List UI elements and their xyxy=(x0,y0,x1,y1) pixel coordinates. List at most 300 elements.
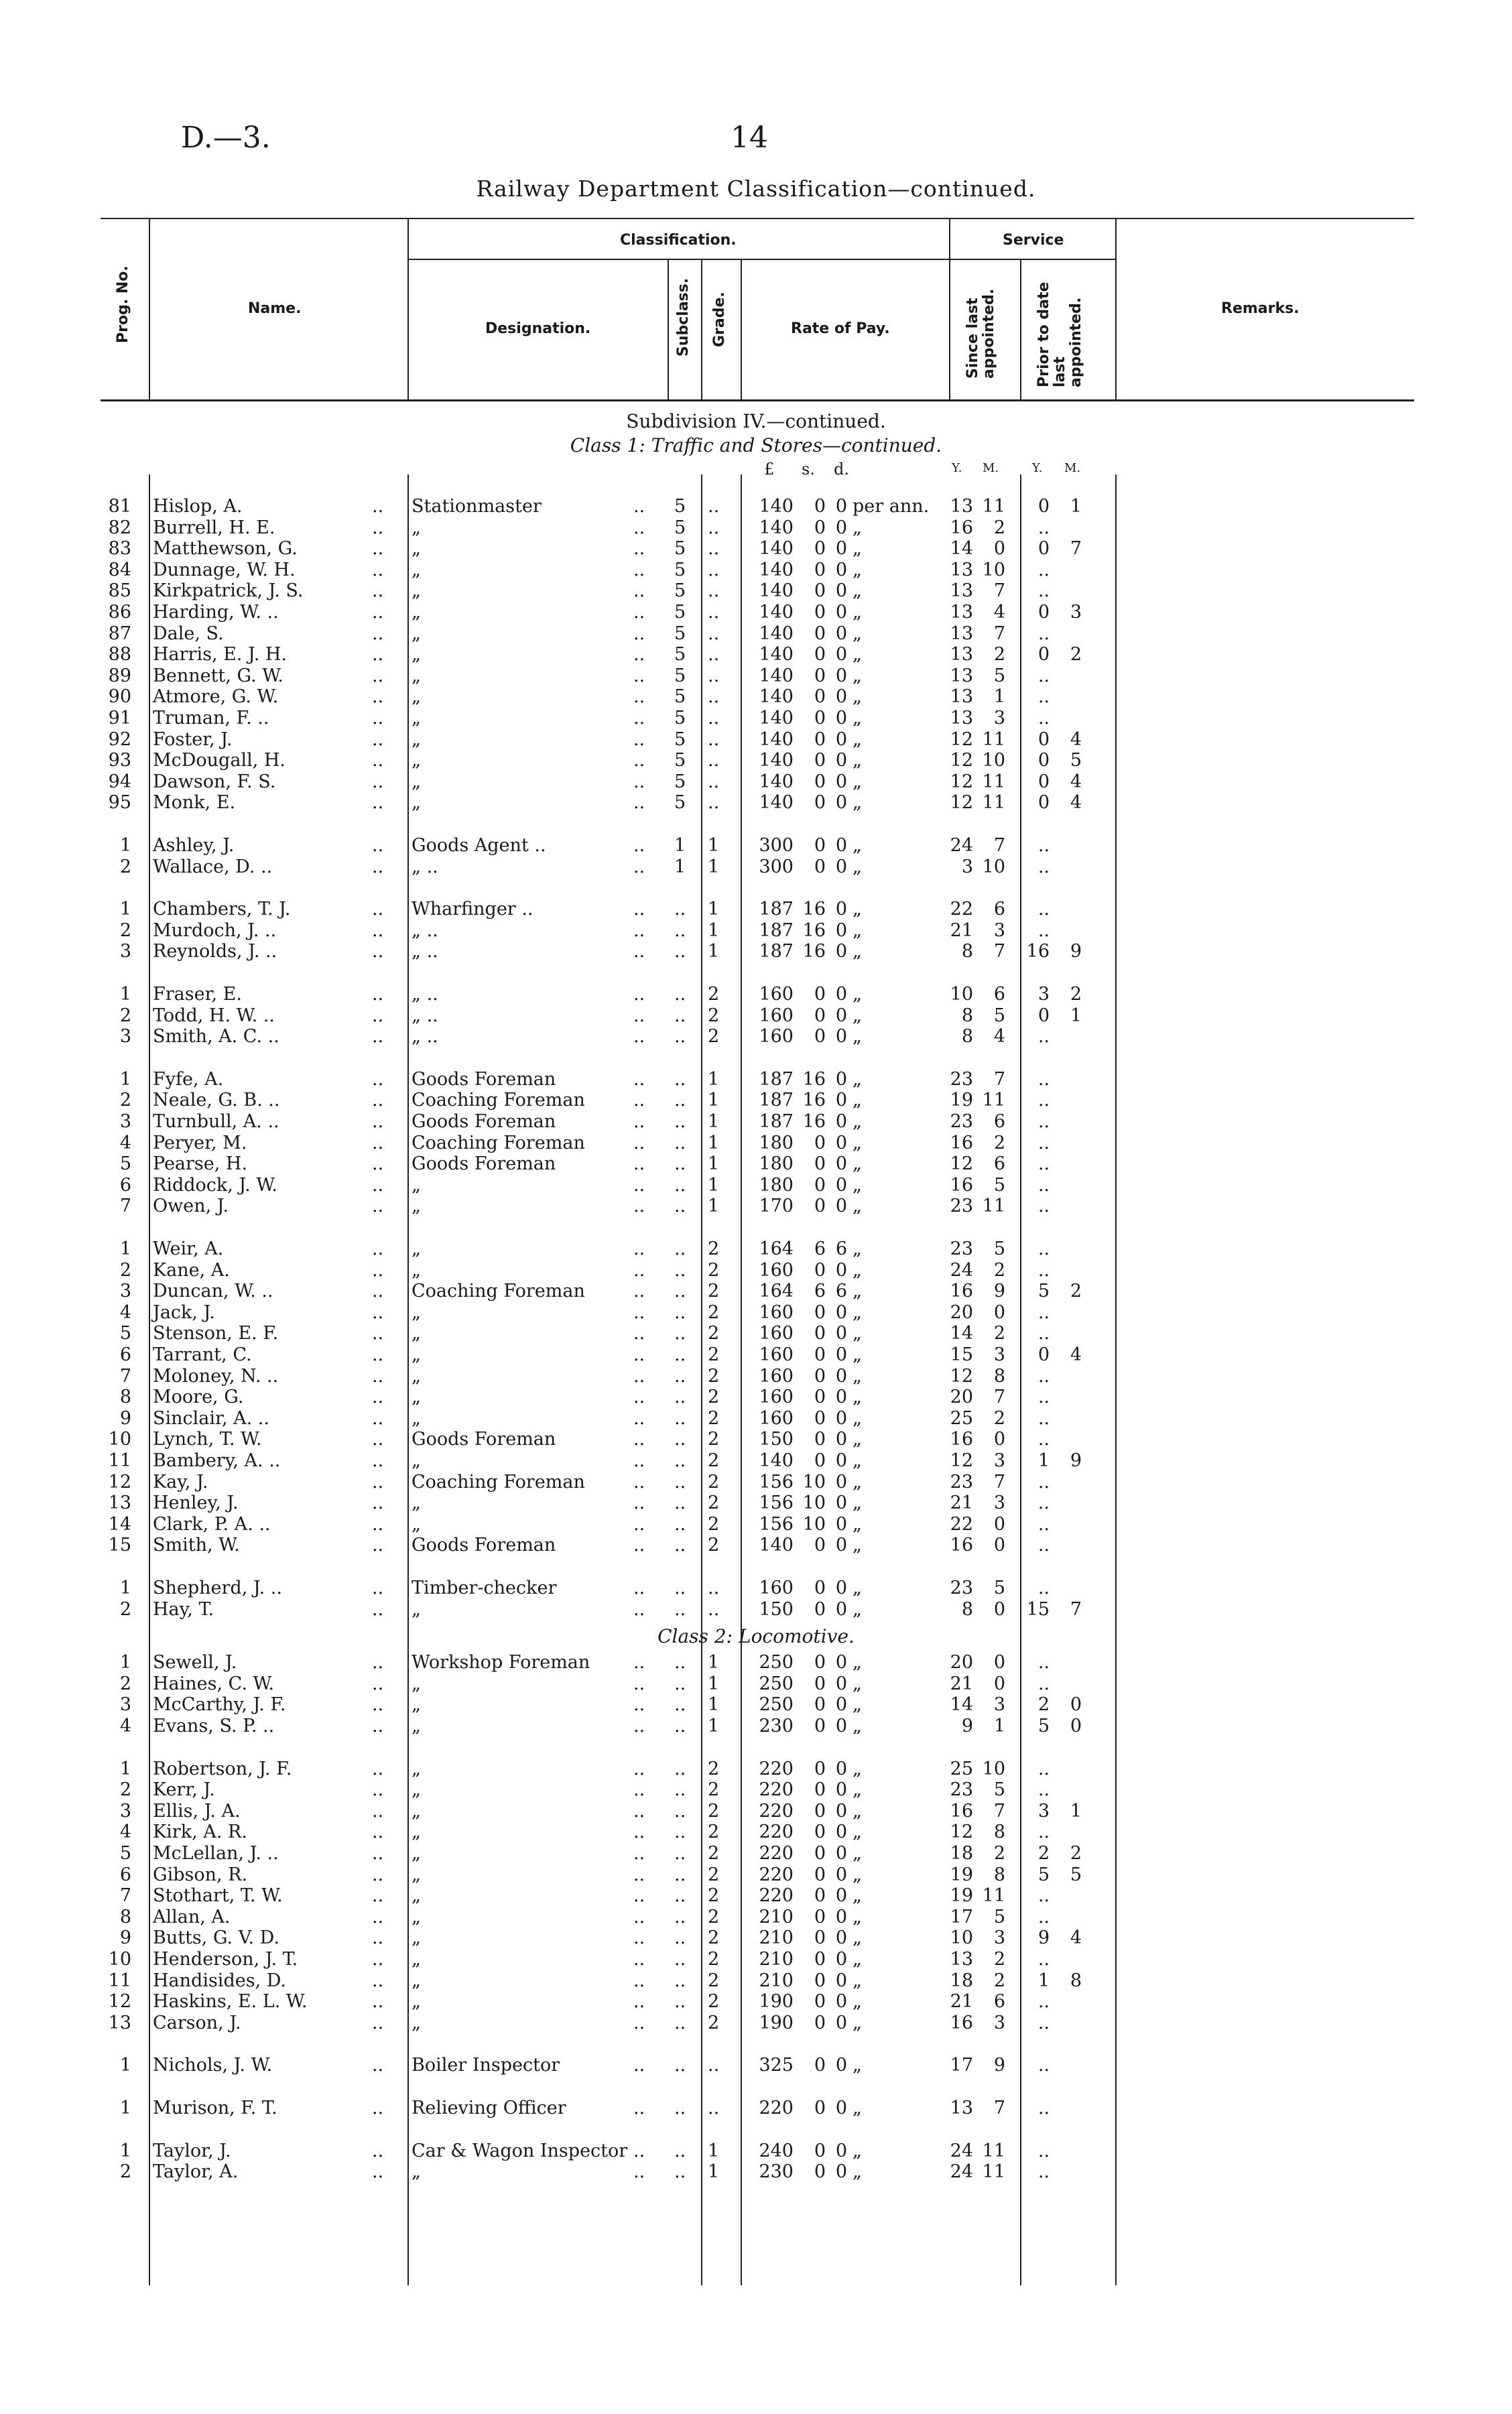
cell-sub: .. xyxy=(674,1927,686,1949)
cell-name: Foster, J. xyxy=(153,728,233,750)
cell-sub: 1 xyxy=(674,835,686,856)
cell-grd: .. xyxy=(708,644,720,665)
cell-d1: .. xyxy=(372,644,384,665)
cell-py: .. xyxy=(1037,517,1050,538)
cell-py: .. xyxy=(1037,1068,1050,1090)
cell-sm: 7 xyxy=(993,1471,1005,1492)
table-row xyxy=(0,1429,1512,1450)
cell-py: 2 xyxy=(1037,1843,1050,1864)
cell-sub: .. xyxy=(674,1259,686,1281)
table-row xyxy=(0,750,1512,771)
cell-sm: 8 xyxy=(993,1365,1005,1387)
cell-sm: 1 xyxy=(993,686,1005,708)
cell-d1: .. xyxy=(372,1407,384,1429)
cell-pe: 0 xyxy=(835,771,847,792)
cell-sm: 10 xyxy=(982,559,1005,580)
cell-sy: 3 xyxy=(961,856,973,877)
cell-sy: 13 xyxy=(950,559,973,580)
cell-pe: 0 xyxy=(835,580,847,602)
cell-name: Murison, F. T. xyxy=(153,2098,277,2118)
table-row xyxy=(0,1599,1512,1620)
cell-name: Wallace, D. .. xyxy=(153,856,273,877)
cell-per: „ xyxy=(853,750,862,771)
cell-sub: 5 xyxy=(674,686,686,708)
unit-pounds: £ xyxy=(764,460,775,479)
cell-sub: 5 xyxy=(674,559,686,580)
cell-py: 0 xyxy=(1037,728,1050,750)
cell-d1: .. xyxy=(372,623,384,644)
cell-d2: .. xyxy=(633,856,645,877)
cell-sub: .. xyxy=(674,1949,686,1970)
cell-sub: 5 xyxy=(674,728,686,750)
cell-pl: 190 xyxy=(759,1991,794,2013)
cell-name: Hislop, A. xyxy=(153,496,243,517)
cell-pe: 0 xyxy=(835,1323,847,1344)
table-row xyxy=(0,1970,1512,1991)
cell-no: 2 xyxy=(119,2161,131,2183)
cell-grd: 2 xyxy=(708,1513,720,1535)
cell-d2: .. xyxy=(633,750,645,771)
cell-sm: 11 xyxy=(982,2161,1005,2183)
cell-py: .. xyxy=(1037,1758,1050,1779)
table-row xyxy=(0,1535,1512,1555)
cell-sm: 3 xyxy=(993,1450,1005,1471)
cell-per: „ xyxy=(853,1885,862,1907)
cell-sy: 10 xyxy=(950,1927,973,1949)
cell-name: Fraser, E. xyxy=(153,984,242,1005)
cell-des: „ xyxy=(412,1843,421,1864)
cell-per: „ xyxy=(853,2055,862,2076)
cell-pl: 210 xyxy=(759,1970,794,1991)
cell-py: .. xyxy=(1037,623,1050,644)
cell-sm: 3 xyxy=(993,2012,1005,2033)
cell-d2: .. xyxy=(633,1365,645,1387)
cell-d2: .. xyxy=(633,517,645,538)
cell-sh: 0 xyxy=(814,1026,826,1047)
cell-per: „ xyxy=(853,984,862,1005)
cell-sm: 0 xyxy=(993,1535,1005,1556)
cell-pm: 4 xyxy=(1070,728,1082,750)
cell-sm: 7 xyxy=(993,1068,1005,1090)
cell-d1: .. xyxy=(372,538,384,560)
cell-des: „ xyxy=(412,644,421,665)
cell-per: „ xyxy=(853,2098,862,2118)
cell-pl: 180 xyxy=(759,1153,794,1175)
table-row xyxy=(0,686,1512,707)
cell-per: per ann. xyxy=(853,496,930,517)
header-designation: Designation. xyxy=(485,320,591,337)
cell-sh: 0 xyxy=(814,1344,826,1365)
cell-sub: .. xyxy=(674,1365,686,1387)
cell-no: 10 xyxy=(108,1949,131,1970)
cell-d1: .. xyxy=(372,2161,384,2183)
cell-no: 93 xyxy=(108,750,131,771)
cell-d2: .. xyxy=(633,2098,645,2118)
cell-sub: .. xyxy=(674,1535,686,1556)
cell-py: .. xyxy=(1037,1779,1050,1801)
cell-d2: .. xyxy=(633,1026,645,1047)
cell-d1: .. xyxy=(372,1800,384,1822)
cell-per: „ xyxy=(853,665,862,686)
cell-d1: .. xyxy=(372,1885,384,1907)
cell-pe: 0 xyxy=(835,1822,847,1843)
cell-des: Goods Foreman xyxy=(412,1535,556,1556)
cell-pe: 0 xyxy=(835,496,847,517)
cell-sub: 5 xyxy=(674,580,686,602)
cell-d2: .. xyxy=(633,771,645,792)
cell-name: Duncan, W. .. xyxy=(153,1281,273,1302)
cell-per: „ xyxy=(853,1991,862,2013)
cell-py: .. xyxy=(1037,1885,1050,1907)
cell-no: 1 xyxy=(119,1068,131,1090)
cell-py: .. xyxy=(1037,1906,1050,1927)
cell-name: Henderson, J. T. xyxy=(153,1949,298,1970)
cell-pm: 1 xyxy=(1070,1005,1082,1026)
cell-grd: .. xyxy=(708,602,720,623)
cell-grd: 2 xyxy=(708,1450,720,1471)
cell-py: .. xyxy=(1037,1323,1050,1344)
cell-name: Dunnage, W. H. xyxy=(153,559,296,580)
cell-pl: 250 xyxy=(759,1694,794,1716)
cell-grd: 1 xyxy=(708,1068,720,1090)
cell-pe: 6 xyxy=(835,1281,847,1302)
cell-sub: .. xyxy=(674,1991,686,2013)
table-row xyxy=(0,1991,1512,2012)
cell-per: „ xyxy=(853,1387,862,1408)
cell-sh: 0 xyxy=(814,1991,826,2013)
cell-d1: .. xyxy=(372,1387,384,1408)
cell-name: Pearse, H. xyxy=(153,1153,248,1175)
cell-des: „ xyxy=(412,1906,421,1927)
cell-grd: 2 xyxy=(708,1429,720,1450)
cell-sub: .. xyxy=(674,1301,686,1323)
cell-pl: 140 xyxy=(759,686,794,708)
cell-sy: 13 xyxy=(950,2098,973,2118)
cell-per: „ xyxy=(853,1323,862,1344)
cell-py: .. xyxy=(1037,2055,1050,2076)
cell-per: „ xyxy=(853,1111,862,1132)
cell-pl: 187 xyxy=(759,1111,794,1132)
table-row xyxy=(0,644,1512,665)
table-row xyxy=(0,1344,1512,1365)
cell-d2: .. xyxy=(633,1323,645,1344)
cell-sy: 23 xyxy=(950,1779,973,1801)
cell-sh: 0 xyxy=(814,1153,826,1175)
cell-per: „ xyxy=(853,1800,862,1822)
cell-py: .. xyxy=(1037,1822,1050,1843)
cell-grd: 2 xyxy=(708,1471,720,1492)
cell-py: .. xyxy=(1037,1174,1050,1196)
cell-name: Clark, P. A. .. xyxy=(153,1513,271,1535)
cell-d1: .. xyxy=(372,1301,384,1323)
cell-grd: 1 xyxy=(708,1694,720,1716)
cell-name: Shepherd, J. .. xyxy=(153,1578,282,1598)
cell-py: 0 xyxy=(1037,644,1050,665)
unit-pence: d. xyxy=(834,460,849,479)
cell-no: 7 xyxy=(119,1196,131,1217)
cell-no: 1 xyxy=(119,2140,131,2161)
cell-sh: 10 xyxy=(802,1492,826,1514)
cell-no: 1 xyxy=(119,2055,131,2076)
unit-months: M. xyxy=(983,461,999,475)
cell-sm: 10 xyxy=(982,856,1005,877)
cell-pm: 0 xyxy=(1070,1716,1082,1736)
cell-d1: .. xyxy=(372,2055,384,2076)
cell-name: Monk, E. xyxy=(153,792,236,814)
cell-des: „ xyxy=(412,1238,421,1259)
cell-sy: 20 xyxy=(950,1652,973,1673)
cell-grd: 1 xyxy=(708,1673,720,1694)
cell-no: 83 xyxy=(108,538,131,560)
cell-pl: 220 xyxy=(759,2098,794,2118)
cell-sh: 0 xyxy=(814,665,826,686)
cell-pm: 7 xyxy=(1070,1598,1082,1620)
cell-des: „ xyxy=(412,771,421,792)
cell-no: 92 xyxy=(108,728,131,750)
cell-sm: 0 xyxy=(993,1513,1005,1535)
cell-pl: 150 xyxy=(759,1429,794,1450)
cell-des: „ xyxy=(412,665,421,686)
cell-no: 2 xyxy=(119,1259,131,1281)
cell-name: McCarthy, J. F. xyxy=(153,1694,286,1716)
cell-sm: 11 xyxy=(982,792,1005,814)
cell-des: „ .. xyxy=(412,919,438,941)
cell-name: Evans, S. P. .. xyxy=(153,1716,275,1736)
cell-no: 2 xyxy=(119,856,131,877)
cell-per: „ xyxy=(853,792,862,814)
table-row xyxy=(0,1133,1512,1153)
cell-sh: 0 xyxy=(814,1259,826,1281)
cell-sm: 7 xyxy=(993,580,1005,602)
cell-sm: 5 xyxy=(993,1906,1005,1927)
cell-sy: 20 xyxy=(950,1301,973,1323)
cell-d1: .. xyxy=(372,1281,384,1302)
cell-no: 5 xyxy=(119,1323,131,1344)
cell-pe: 0 xyxy=(835,1450,847,1471)
cell-pm: 4 xyxy=(1070,1927,1082,1949)
header-col-sep xyxy=(407,218,409,399)
cell-pl: 230 xyxy=(759,2161,794,2183)
cell-sy: 16 xyxy=(950,1800,973,1822)
cell-sy: 23 xyxy=(950,1111,973,1132)
cell-pl: 187 xyxy=(759,941,794,962)
cell-pe: 0 xyxy=(835,1800,847,1822)
cell-sh: 0 xyxy=(814,686,826,708)
cell-sub: .. xyxy=(674,1196,686,1217)
cell-pe: 0 xyxy=(835,835,847,856)
cell-des: Goods Agent .. xyxy=(412,835,546,856)
table-row xyxy=(0,623,1512,644)
cell-py: .. xyxy=(1037,1949,1050,1970)
cell-pe: 0 xyxy=(835,919,847,941)
cell-no: 86 xyxy=(108,602,131,623)
cell-grd: 2 xyxy=(708,984,720,1005)
cell-sh: 6 xyxy=(814,1281,826,1302)
cell-no: 81 xyxy=(108,496,131,517)
cell-pl: 140 xyxy=(759,792,794,814)
cell-pl: 140 xyxy=(759,1535,794,1556)
cell-sy: 16 xyxy=(950,1429,973,1450)
cell-pl: 300 xyxy=(759,835,794,856)
cell-sm: 2 xyxy=(993,1323,1005,1344)
cell-sy: 14 xyxy=(950,1323,973,1344)
cell-grd: .. xyxy=(708,1578,720,1598)
cell-pe: 0 xyxy=(835,1885,847,1907)
table-row xyxy=(0,835,1512,856)
table-row xyxy=(0,1578,1512,1598)
cell-sh: 16 xyxy=(802,899,826,920)
cell-d2: .. xyxy=(633,1429,645,1450)
cell-des: „ xyxy=(412,1323,421,1344)
cell-name: Harding, W. .. xyxy=(153,602,279,623)
cell-pm: 9 xyxy=(1070,1450,1082,1471)
cell-sm: 11 xyxy=(982,2140,1005,2161)
cell-pl: 325 xyxy=(759,2055,794,2076)
cell-name: Sinclair, A. .. xyxy=(153,1407,269,1429)
header-service: Service xyxy=(1003,232,1064,249)
cell-pe: 0 xyxy=(835,559,847,580)
cell-pl: 140 xyxy=(759,750,794,771)
cell-grd: 2 xyxy=(708,1843,720,1864)
cell-grd: .. xyxy=(708,580,720,602)
table-row xyxy=(0,1387,1512,1407)
cell-d2: .. xyxy=(633,1492,645,1514)
cell-des: „ .. xyxy=(412,984,438,1005)
cell-no: 13 xyxy=(108,2012,131,2033)
cell-sm: 11 xyxy=(982,1090,1005,1111)
cell-d2: .. xyxy=(633,1196,645,1217)
cell-pl: 160 xyxy=(759,1365,794,1387)
cell-d2: .. xyxy=(633,899,645,920)
class-heading: Class 1: Traffic and Stores—continued. xyxy=(570,434,942,456)
cell-sy: 24 xyxy=(950,835,973,856)
cell-sy: 9 xyxy=(961,1716,973,1736)
cell-pe: 0 xyxy=(835,728,847,750)
table-row xyxy=(0,2055,1512,2076)
unit-shillings: s. xyxy=(802,460,815,479)
cell-per: „ xyxy=(853,1429,862,1450)
cell-d2: .. xyxy=(633,1344,645,1365)
cell-d2: .. xyxy=(633,1673,645,1694)
cell-py: .. xyxy=(1037,559,1050,580)
cell-sub: .. xyxy=(674,1429,686,1450)
cell-des: Coaching Foreman xyxy=(412,1471,585,1492)
cell-sub: 5 xyxy=(674,750,686,771)
cell-sub: .. xyxy=(674,1800,686,1822)
table-row xyxy=(0,899,1512,919)
cell-name: Tarrant, C. xyxy=(153,1344,252,1365)
cell-des: „ xyxy=(412,1694,421,1716)
cell-sm: 3 xyxy=(993,1344,1005,1365)
table-row xyxy=(0,708,1512,728)
cell-sy: 21 xyxy=(950,919,973,941)
cell-sh: 0 xyxy=(814,708,826,728)
cell-pe: 0 xyxy=(835,1068,847,1090)
cell-no: 1 xyxy=(119,1758,131,1779)
page-title: Railway Department Classification—continued. xyxy=(476,176,1036,202)
cell-sub: 5 xyxy=(674,623,686,644)
cell-d2: .. xyxy=(633,1970,645,1991)
cell-d1: .. xyxy=(372,1970,384,1991)
cell-grd: .. xyxy=(708,750,720,771)
cell-des: „ xyxy=(412,1387,421,1408)
cell-pe: 0 xyxy=(835,1132,847,1153)
cell-no: 3 xyxy=(119,941,131,962)
cell-d1: .. xyxy=(372,1323,384,1344)
cell-sh: 0 xyxy=(814,2140,826,2161)
cell-pe: 0 xyxy=(835,1991,847,2013)
cell-sm: 9 xyxy=(993,1281,1005,1302)
table-row xyxy=(0,496,1512,517)
cell-des: „ xyxy=(412,1196,421,1217)
cell-des: „ xyxy=(412,1991,421,2013)
cell-per: „ xyxy=(853,1927,862,1949)
cell-d2: .. xyxy=(633,941,645,962)
cell-d1: .. xyxy=(372,1344,384,1365)
cell-sm: 5 xyxy=(993,665,1005,686)
cell-pe: 0 xyxy=(835,2161,847,2183)
cell-sy: 12 xyxy=(950,1822,973,1843)
cell-d1: .. xyxy=(372,941,384,962)
cell-d1: .. xyxy=(372,1026,384,1047)
cell-py: 9 xyxy=(1037,1927,1050,1949)
header-prior-to-date: Prior to date last appointed. xyxy=(1035,281,1084,387)
cell-name: Harris, E. J. H. xyxy=(153,644,288,665)
cell-per: „ xyxy=(853,1090,862,1111)
cell-sub: .. xyxy=(674,1492,686,1514)
cell-des: „ xyxy=(412,580,421,602)
cell-sm: 5 xyxy=(993,1005,1005,1026)
table-row xyxy=(0,1907,1512,1927)
cell-py: .. xyxy=(1037,1652,1050,1673)
cell-d2: .. xyxy=(633,1991,645,2013)
cell-pl: 140 xyxy=(759,665,794,686)
cell-sh: 0 xyxy=(814,1694,826,1716)
cell-sub: .. xyxy=(674,1174,686,1196)
cell-pe: 0 xyxy=(835,1694,847,1716)
table-row xyxy=(0,1366,1512,1387)
cell-pe: 0 xyxy=(835,644,847,665)
header-bottom-rule xyxy=(101,399,1414,401)
cell-py: 0 xyxy=(1037,771,1050,792)
cell-no: 8 xyxy=(119,1906,131,1927)
cell-d2: .. xyxy=(633,1843,645,1864)
cell-name: Chambers, T. J. xyxy=(153,899,291,920)
cell-d2: .. xyxy=(633,1068,645,1090)
cell-pe: 0 xyxy=(835,686,847,708)
cell-sub: .. xyxy=(674,2161,686,2183)
cell-des: „ xyxy=(412,1949,421,1970)
cell-sm: 0 xyxy=(993,1429,1005,1450)
cell-grd: 2 xyxy=(708,1407,720,1429)
cell-py: 16 xyxy=(1026,941,1050,962)
cell-d2: .. xyxy=(633,496,645,517)
cell-no: 1 xyxy=(119,899,131,920)
cell-des: Goods Foreman xyxy=(412,1111,556,1132)
cell-d1: .. xyxy=(372,1927,384,1949)
cell-pm: 4 xyxy=(1070,771,1082,792)
cell-py: .. xyxy=(1037,1429,1050,1450)
cell-py: 5 xyxy=(1037,1864,1050,1885)
cell-d2: .. xyxy=(633,2140,645,2161)
cell-des: „ xyxy=(412,1598,421,1620)
cell-sh: 16 xyxy=(802,919,826,941)
cell-grd: 2 xyxy=(708,1301,720,1323)
cell-sh: 0 xyxy=(814,771,826,792)
cell-pl: 187 xyxy=(759,1090,794,1111)
cell-per: „ xyxy=(853,1949,862,1970)
cell-sy: 8 xyxy=(961,1598,973,1620)
